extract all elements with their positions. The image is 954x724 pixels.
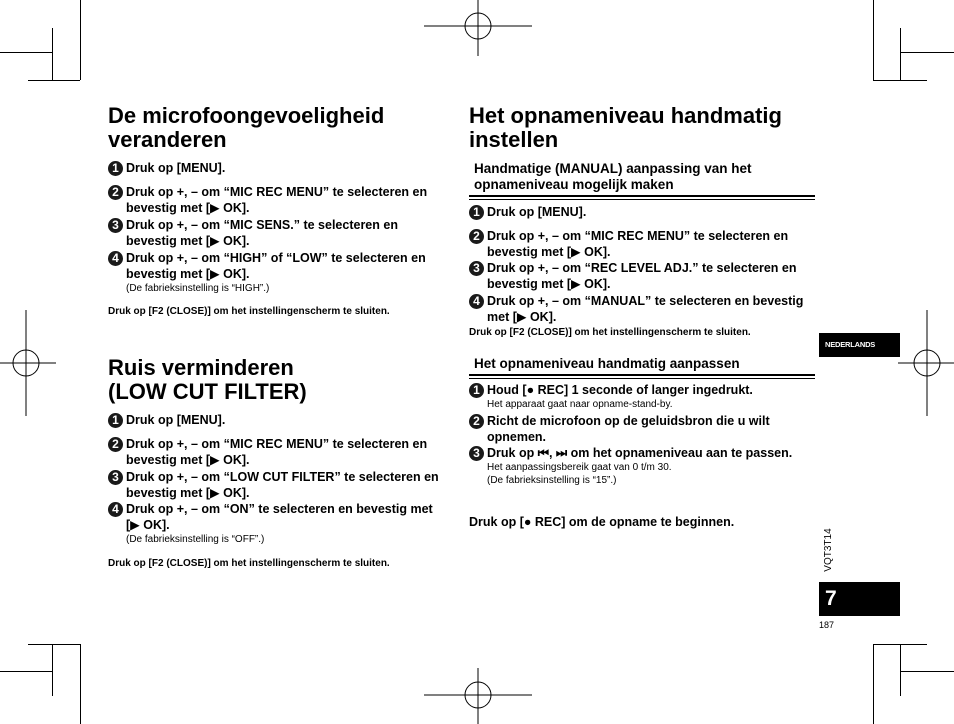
step-number-badge: 3 xyxy=(469,446,484,461)
step-text: Druk op [MENU]. xyxy=(126,161,226,175)
step-text: Druk op [MENU]. xyxy=(487,205,587,219)
step-2 xyxy=(108,184,448,216)
step-text: Houd [● REC] 1 seconde of langer ingedrukt. xyxy=(487,383,753,397)
step-4 xyxy=(108,250,448,295)
step-1 xyxy=(469,382,815,411)
rec-note: Druk op [● REC] om de opname te beginnen. xyxy=(469,515,735,529)
close-note: Druk op [F2 (CLOSE)] om het instellingenscherm te sluiten. xyxy=(108,558,390,569)
subheading-rule xyxy=(469,374,815,376)
registration-mark-top-icon xyxy=(424,0,532,56)
language-tab-label: NEDERLANDS xyxy=(825,340,876,349)
subheading-rule xyxy=(469,195,815,197)
step-2 xyxy=(469,228,815,260)
registration-mark-left-icon xyxy=(0,310,56,416)
registration-mark-right-icon xyxy=(898,310,954,416)
subheading-adjust-manual: Het opnameniveau handmatig aanpassen xyxy=(474,356,740,371)
step-text: Druk op [MENU]. xyxy=(126,413,226,427)
section-title-low-cut-filter xyxy=(108,356,438,404)
subheading-enable-manual: Handmatige (MANUAL) aanpassing van het opnameniveau mogelijk maken xyxy=(474,161,752,192)
chapter-number: 7 xyxy=(825,587,837,610)
document-code-label: VQT3T14 xyxy=(823,528,834,572)
step-text: Druk op +, – om “LOW CUT FILTER” te selecteren en bevestig met [▶ OK]. xyxy=(126,470,439,500)
step-3 xyxy=(108,217,448,249)
step-number-badge: 4 xyxy=(469,294,484,309)
subheading-rule-thin xyxy=(469,378,815,379)
step-number-badge: 1 xyxy=(469,383,484,398)
language-tab xyxy=(819,333,900,357)
step-4 xyxy=(469,293,815,325)
step-4 xyxy=(108,501,448,546)
step-number-badge: 4 xyxy=(108,502,123,517)
step-text: Druk op +, – om “MIC SENS.” te selecteren en bevestig met [▶ OK]. xyxy=(126,218,398,248)
step-number-badge: 4 xyxy=(108,251,123,266)
close-note: Druk op [F2 (CLOSE)] om het instellingenscherm te sluiten. xyxy=(469,327,751,338)
step-number-badge: 3 xyxy=(108,218,123,233)
document-code xyxy=(814,526,844,576)
step-subnote-default: (De fabrieksinstelling is “15”.) xyxy=(487,475,617,486)
section-title-manual-level: Het opnameniveau handmatig instellen xyxy=(469,103,782,152)
title-line-2: (LOW CUT FILTER) xyxy=(108,379,307,404)
step-3 xyxy=(469,445,815,487)
step-number-badge: 3 xyxy=(108,470,123,485)
step-subnote: (De fabrieksinstelling is “OFF”.) xyxy=(126,534,265,545)
page-number: 187 xyxy=(819,620,835,630)
step-text: Druk op +, – om “REC LEVEL ADJ.” te selecteren en bevestig met [▶ OK]. xyxy=(487,261,797,291)
step-subnote: Het aanpassingsbereik gaat van 0 t/m 30. xyxy=(487,462,672,473)
step-1 xyxy=(469,204,815,220)
section-title-mic-sensitivity: De microfoongevoeligheid veranderen xyxy=(108,103,385,152)
step-subnote: (De fabrieksinstelling is “HIGH”.) xyxy=(126,283,270,294)
close-note: Druk op [F2 (CLOSE)] om het instellingenscherm te sluiten. xyxy=(108,306,390,317)
step-2 xyxy=(108,436,448,468)
step-number-badge: 3 xyxy=(469,261,484,276)
step-1 xyxy=(108,160,448,176)
step-text: Druk op +, – om “HIGH” of “LOW” te selecteren en bevestig met [▶ OK]. xyxy=(126,251,426,281)
registration-mark-bottom-icon xyxy=(424,668,532,724)
step-subnote: Het apparaat gaat naar opname-stand-by. xyxy=(487,399,673,410)
step-text: Druk op +, – om “ON” te selecteren en bevestig met [▶ OK]. xyxy=(126,502,433,532)
step-2 xyxy=(469,413,815,445)
step-text: Druk op +, – om “MIC REC MENU” te selecteren en bevestig met [▶ OK]. xyxy=(126,185,428,215)
step-3 xyxy=(469,260,815,292)
step-1 xyxy=(108,412,448,428)
step-text: Druk op +, – om “MIC REC MENU” te selecteren en bevestig met [▶ OK]. xyxy=(487,229,789,259)
chapter-tab xyxy=(819,582,900,616)
step-number-badge: 1 xyxy=(108,413,123,428)
step-number-badge: 2 xyxy=(469,414,484,429)
step-number-badge: 1 xyxy=(108,161,123,176)
step-3 xyxy=(108,469,448,501)
step-number-badge: 1 xyxy=(469,205,484,220)
subheading-rule-thin xyxy=(469,199,815,200)
step-text: Druk op +, – om “MANUAL” te selecteren en bevestig met [▶ OK]. xyxy=(487,294,804,324)
step-number-badge: 2 xyxy=(108,437,123,452)
step-text: Richt de microfoon op de geluidsbron die u wilt opnemen. xyxy=(487,414,770,444)
step-text: Druk op +, – om “MIC REC MENU” te selecteren en bevestig met [▶ OK]. xyxy=(126,437,428,467)
step-number-badge: 2 xyxy=(469,229,484,244)
title-line-1: Ruis verminderen xyxy=(108,355,294,380)
step-number-badge: 2 xyxy=(108,185,123,200)
step-text: Druk op ⏮, ⏭ om het opnameniveau aan te passen. xyxy=(487,446,793,460)
